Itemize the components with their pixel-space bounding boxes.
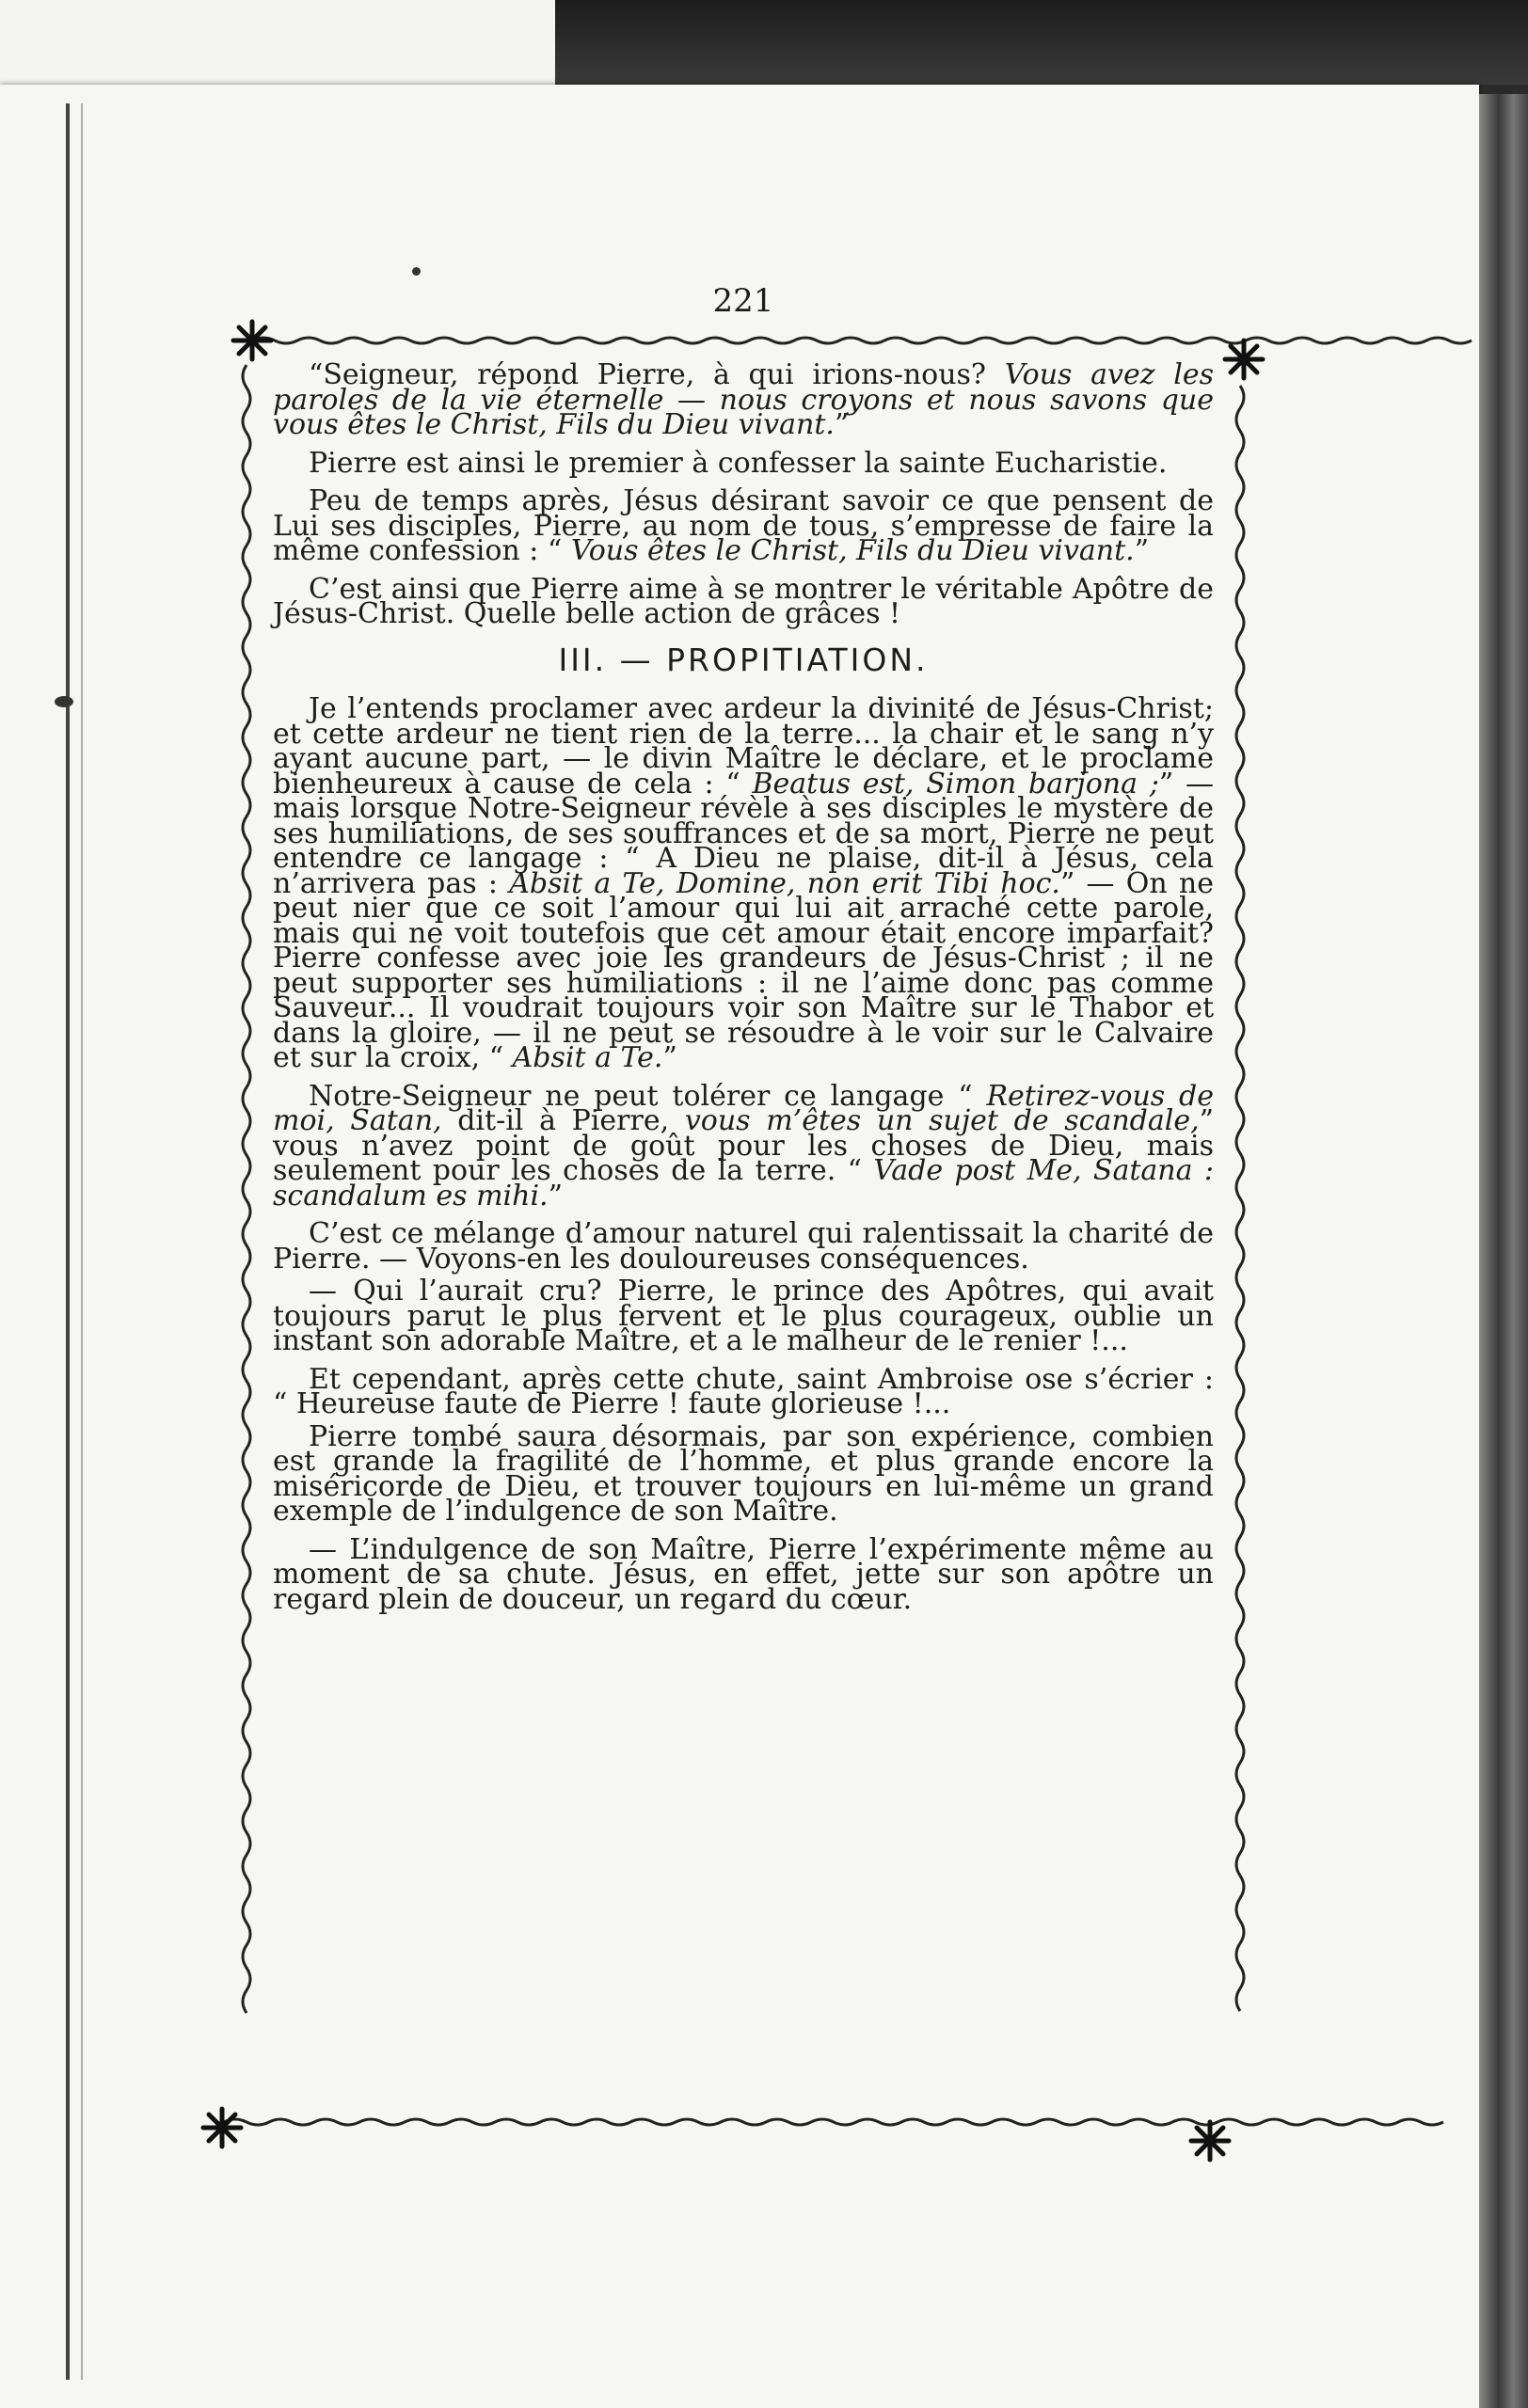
frame-bottom-border: [224, 2119, 1443, 2125]
asterisk-top-right: [1225, 341, 1263, 378]
text-run: ” vous n’avez point de goût pour les choses de Dieu, mais seulement pour les choses de la terre. “: [273, 1104, 1214, 1187]
paragraph-divinite: [273, 692, 1215, 1074]
text-run: ”: [834, 408, 850, 441]
paragraph-indulgence: — L’indulgence de son Maître, Pierre l’expérimente même au moment de sa chute. Jésus, en effet, jette sur son apôtre un regard plein de douceur, un regard du cœur.: [273, 1532, 1214, 1616]
frame-left-border: [243, 365, 250, 2013]
text-run: ”: [548, 1179, 563, 1212]
paragraph-melange: C’est ce mélange d’amour naturel qui ralentissait la charité de Pierre. — Voyons-en les douloureuses conséquences.: [273, 1217, 1214, 1275]
text-run: ”: [1134, 534, 1150, 567]
text-run: “Seigneur, répond Pierre, à qui irions-nous?: [309, 358, 1005, 391]
paragraph-ambroise: Et cependant, après cette chute, saint Ambroise ose s’écrier : “ Heureuse faute de Pierre ! faute glorieuse !...: [273, 1362, 1214, 1420]
italic-quote: Vous êtes le Christ, Fils du Dieu vivant.: [570, 534, 1135, 567]
italic-quote: vous m’êtes un sujet de scandale,: [684, 1104, 1200, 1137]
italic-quote: Vade post Me, Satana : scandalum es mihi.: [273, 1154, 1214, 1212]
page-number: 221: [712, 282, 774, 320]
italic-quote: Vous avez les paroles de la vie éternelle — nous croyons et nous savons que vous êtes le Christ, Fils du Dieu vivant.: [273, 358, 1214, 441]
section-heading: III. — PROPITIATION.: [558, 641, 929, 678]
asterisk-bottom-right: [1191, 2122, 1229, 2160]
frame-top-border: [252, 338, 1472, 343]
paragraph-eucharistie: Pierre est ainsi le premier à confesser la sainte Eucharistie.: [309, 446, 1168, 480]
text-run: Peu de temps après, Jésus désirant savoir ce que pensent de Lui ses disciples, Pierre, au nom de tous, s’empresse de faire la même confession : “: [273, 484, 1214, 567]
paragraph-fragilite: Pierre tombé saura désormais, par son expérience, combien est grande la fragilité de l’homme, et plus grande encore la miséricorde de Dieu, et trouver toujours en lui-même un grand exemple de l’indulgence de son Maître.: [273, 1419, 1214, 1528]
paragraph-confession: [273, 484, 1214, 567]
frame-right-border: [1236, 386, 1244, 2011]
page-text: [273, 358, 1215, 1625]
text-run: Je l’entends proclamer avec ardeur la divinité de Jésus-Christ; et cette ardeur ne tient rien de la terre... la chair et le sang n’y ayant aucune part, — le divin Maître le déclare, et le proclame bienheureux à cause de cela : “: [273, 692, 1214, 800]
paragraph-renier: — Qui l’aurait cru? Pierre, le prince des Apôtres, qui avait toujours parut le plus fervent et le plus courageux, oublie un instant son adorable Maître, et a le malheur de le renier !...: [273, 1275, 1214, 1357]
italic-quote: Absit a Te.: [512, 1041, 663, 1074]
asterisk-top-left: [233, 322, 271, 359]
italic-quote: Beatus est, Simon barjona ;: [752, 767, 1159, 800]
paragraph-seigneur: [273, 358, 1214, 441]
italic-quote: Retirez-vous de moi, Satan,: [273, 1079, 1214, 1137]
text-run: ” — On ne peut nier que ce soit l’amour qui lui ait arraché cette parole, mais qui ne voit toutefois que cet amour était encore imparfait? Pierre confesse avec joie les grandeurs de Jésus-Christ ; il ne peut supporter ses humiliations : il ne l’aime donc pas comme Sauveur... Il voudrait toujours voir son Maître sur le Thabor et dans la gloire, — il ne peut se résoudre à le voir sur le Calvaire et sur la croix, “: [273, 866, 1214, 1074]
text-run: ” — mais lorsque Notre-Seigneur révèle à ses disciples le mystère de ses humiliations, de ses souffrances et de sa mort, Pierre ne peut entendre ce langage : “ A Dieu ne plaise, dit-il à Jésus, cela n’arrivera pas :: [273, 767, 1215, 900]
paragraph-apotre: C’est ainsi que Pierre aime à se montrer le véritable Apôtre de Jésus-Christ. Quelle belle action de grâces !: [273, 572, 1214, 630]
asterisk-bottom-left: [203, 2109, 241, 2147]
text-run: ”: [662, 1041, 677, 1074]
text-run: dit-il à Pierre,: [441, 1104, 685, 1137]
italic-quote: Absit a Te, Domine, non erit Tibi hoc.: [509, 866, 1060, 900]
text-run: Notre-Seigneur ne peut tolérer ce langage “: [309, 1079, 987, 1113]
paragraph-satan: [273, 1079, 1214, 1212]
